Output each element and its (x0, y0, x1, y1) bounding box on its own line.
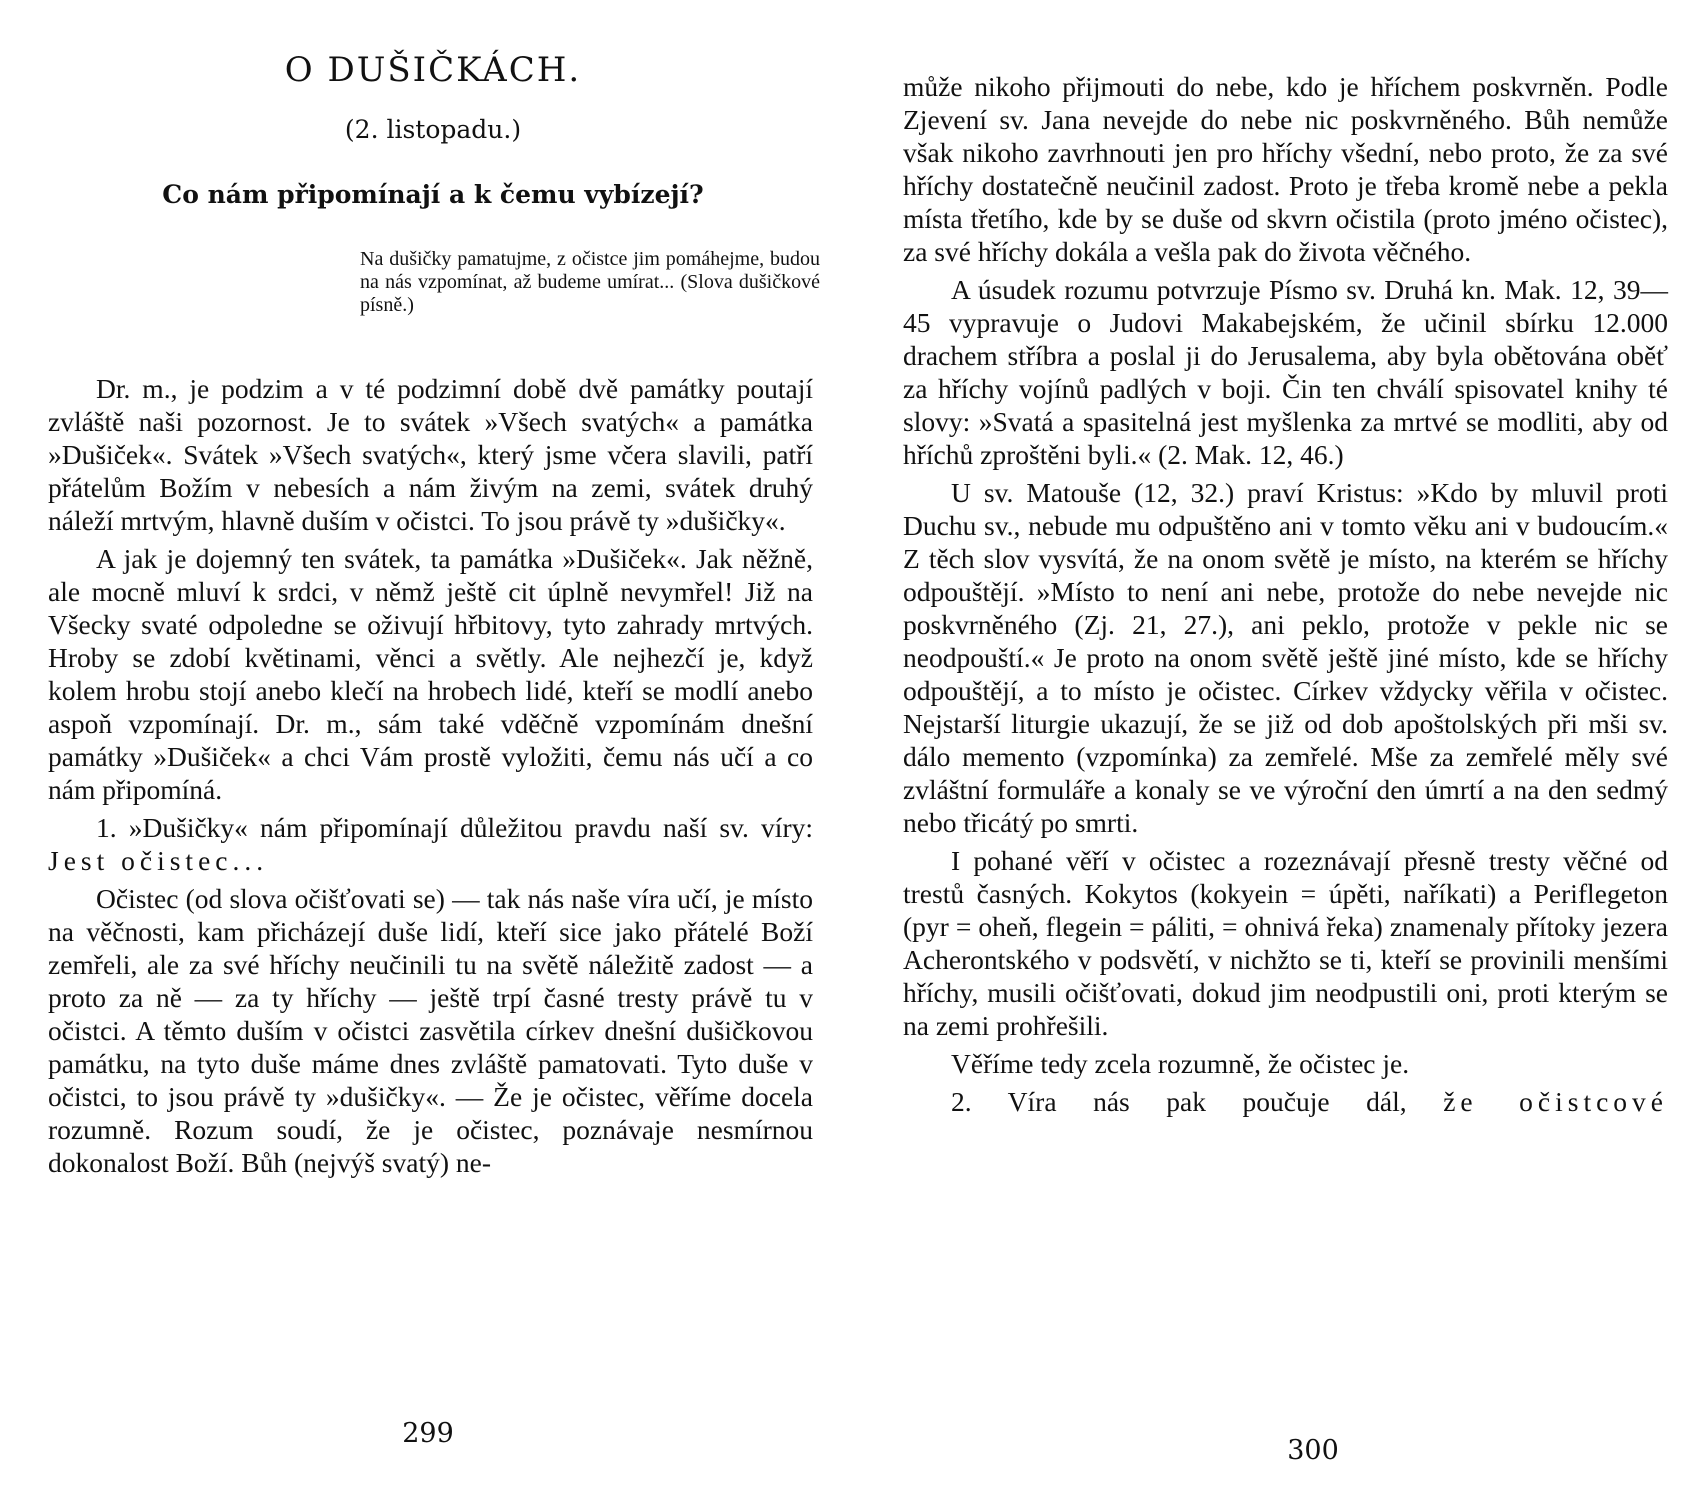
paragraph: I pohané věří v očistec a rozeznávají přesně tresty věčné od trestů časných. Kokytos (kokyein = úpěti, naříkati) a Periflegeton (pyr = oheň, flegein = páliti, = ohnivá řeka) znamenaly přítoky jezera Acherontského v podsvětí, v nichžto se ti, kteří se provinili menšími hříchy, musili očišťovati, dokud jim neodpustili oni, proti kterým se na zemi prohřešili. (903, 845, 1668, 1041)
chapter-date: (2. listopadu.) (344, 115, 522, 144)
paragraph-text: 1. »Dušičky« nám připomínají důležitou pravdu naší sv. víry: (96, 812, 813, 843)
paragraph: A úsudek rozumu potvrzuje Písmo sv. Druhá kn. Mak. 12, 39—45 vypravuje o Judovi Makabejském, že učinil sbírku 12.000 drachem stříbra a poslal ji do Jerusalema, aby byla obětována oběť za hříchy vojínů padlých v boji. Čin ten chválí spisovatel knihy té slovy: »Svatá a spasitelná jest myšlenka za mrtvé se modliti, aby od hříchů zproštěni byli.« (2. Mak. 12, 46.) (903, 274, 1668, 470)
page-number: 300 (1287, 1435, 1339, 1466)
chapter-title: O DUŠIČKÁCH. (284, 50, 582, 90)
paragraph (48, 811, 813, 877)
page-number: 299 (402, 1418, 454, 1449)
paragraph: může nikoho přijmouti do nebe, kdo je hříchem poskvrněn. Podle Zjevení sv. Jana nevejde do nebe nic poskvrněného. Bůh nemůže však nikoho zavrhnouti jen pro hříchy všední, nebo proto, že za své hříchy dostatečně neučinil zadost. Proto je třeba kromě nebe a pekla místa třetího, kde by se duše od skvrn očistila (proto jméno očistec), za své hříchy dokála a vešla pak do života věčného. (903, 71, 1668, 267)
paragraph: U sv. Matouše (12, 32.) praví Kristus: »Kdo by mluvil proti Duchu sv., nebude mu odpuštěno ani v tomto věku ani v budoucím.« Z těch slov vysvítá, že na onom světě je místo, na kterém se hříchy odpouštějí. »Místo to není ani nebe, protože do nebe nevejde nic poskvrněného (Zj. 21, 27.), ani peklo, protože v pekle nic se neodpouští.« Je proto na onom světě ještě jiné místo, kde se hříchy odpouštějí, a to místo je očistec. Církev vždycky věřila v očistec. Nejstarší liturgie ukazují, že se již od dob apoštolských při mši sv. dálo memento (vzpomínka) za zemřelé. Mše za zemřelé měly své zvláštní formuláře a konaly se ve výroční den úmrtí a na den sedmý nebo třicátý po smrti. (903, 477, 1668, 838)
paragraph: Věříme tedy zcela rozumně, že očistec je. (951, 1048, 1410, 1079)
paragraph (903, 1085, 1668, 1118)
paragraph: Dr. m., je podzim a v té podzimní době dvě památky poutají zvláště naši pozornost. Je to svátek »Všech svatých« a památka »Dušiček«. Svátek »Všech svatých«, který jsme včera slavili, patří přátelům Božím v nebesích a nám živým na zemi, svátek druhý náleží mrtvým, hlavně duším v očistci. To jsou právě ty »dušičky«. (48, 373, 813, 536)
paragraph: Očistec (od slova očišťovati se) — tak nás naše víra učí, je místo na věčnosti, kam přicházejí duše lidí, kteří sice jako přátelé Boží zemřeli, ale za své hříchy neučinili tu na světě náležitě zadost — a proto za ně — za ty hříchy — ještě trpí časné tresty právě tu v očistci. A těmto duším v očistci zasvětila církev dnešní dušičkovou památku, na tyto duše máme dnes zvláště pamatovati. Tyto duše v očistci, to jsou právě ty »dušičky«. — Že je očistec, věříme docela rozumně. Rozum soudí, že je očistec, poznávaje nesmírnou dokonalost Boží. Bůh (nejvýš svatý) ne- (48, 883, 813, 1178)
right-body-text (903, 70, 1668, 1123)
emphasized-phrase: že očistcové (1443, 1086, 1668, 1117)
epigraph: Na dušičky pamatujme, z očistce jim pomáhejme, budou na nás vzpomínat, až budeme umírat... (Slova dušičkové písně.) (360, 248, 820, 316)
paragraph-text: 2. Víra nás pak poučuje dál, (951, 1086, 1407, 1117)
chapter-subtitle: Co nám připomínají a k čemu vybízejí? (162, 180, 704, 209)
emphasized-phrase: Jest očistec... (48, 845, 269, 876)
left-body-text (48, 372, 813, 1184)
paragraph: A jak je dojemný ten svátek, ta památka »Dušiček«. Jak něžně, ale mocně mluví k srdci, v němž ještě cit úplně nevymřel! Již na Všecky svaté odpoledne se oživují hřbitovy, tyto zahrady mrtvých. Hroby se zdobí květinami, věnci a světly. Ale nejhezčí je, když kolem hrobu stojí anebo klečí na hrobech lidé, kteří se modlí anebo aspoň vzpomínají. Dr. m., sám také vděčně vzpomínám dnešní památky »Dušiček« a chci Vám prostě vyložiti, čemu nás učí a co nám připomíná. (48, 543, 813, 805)
